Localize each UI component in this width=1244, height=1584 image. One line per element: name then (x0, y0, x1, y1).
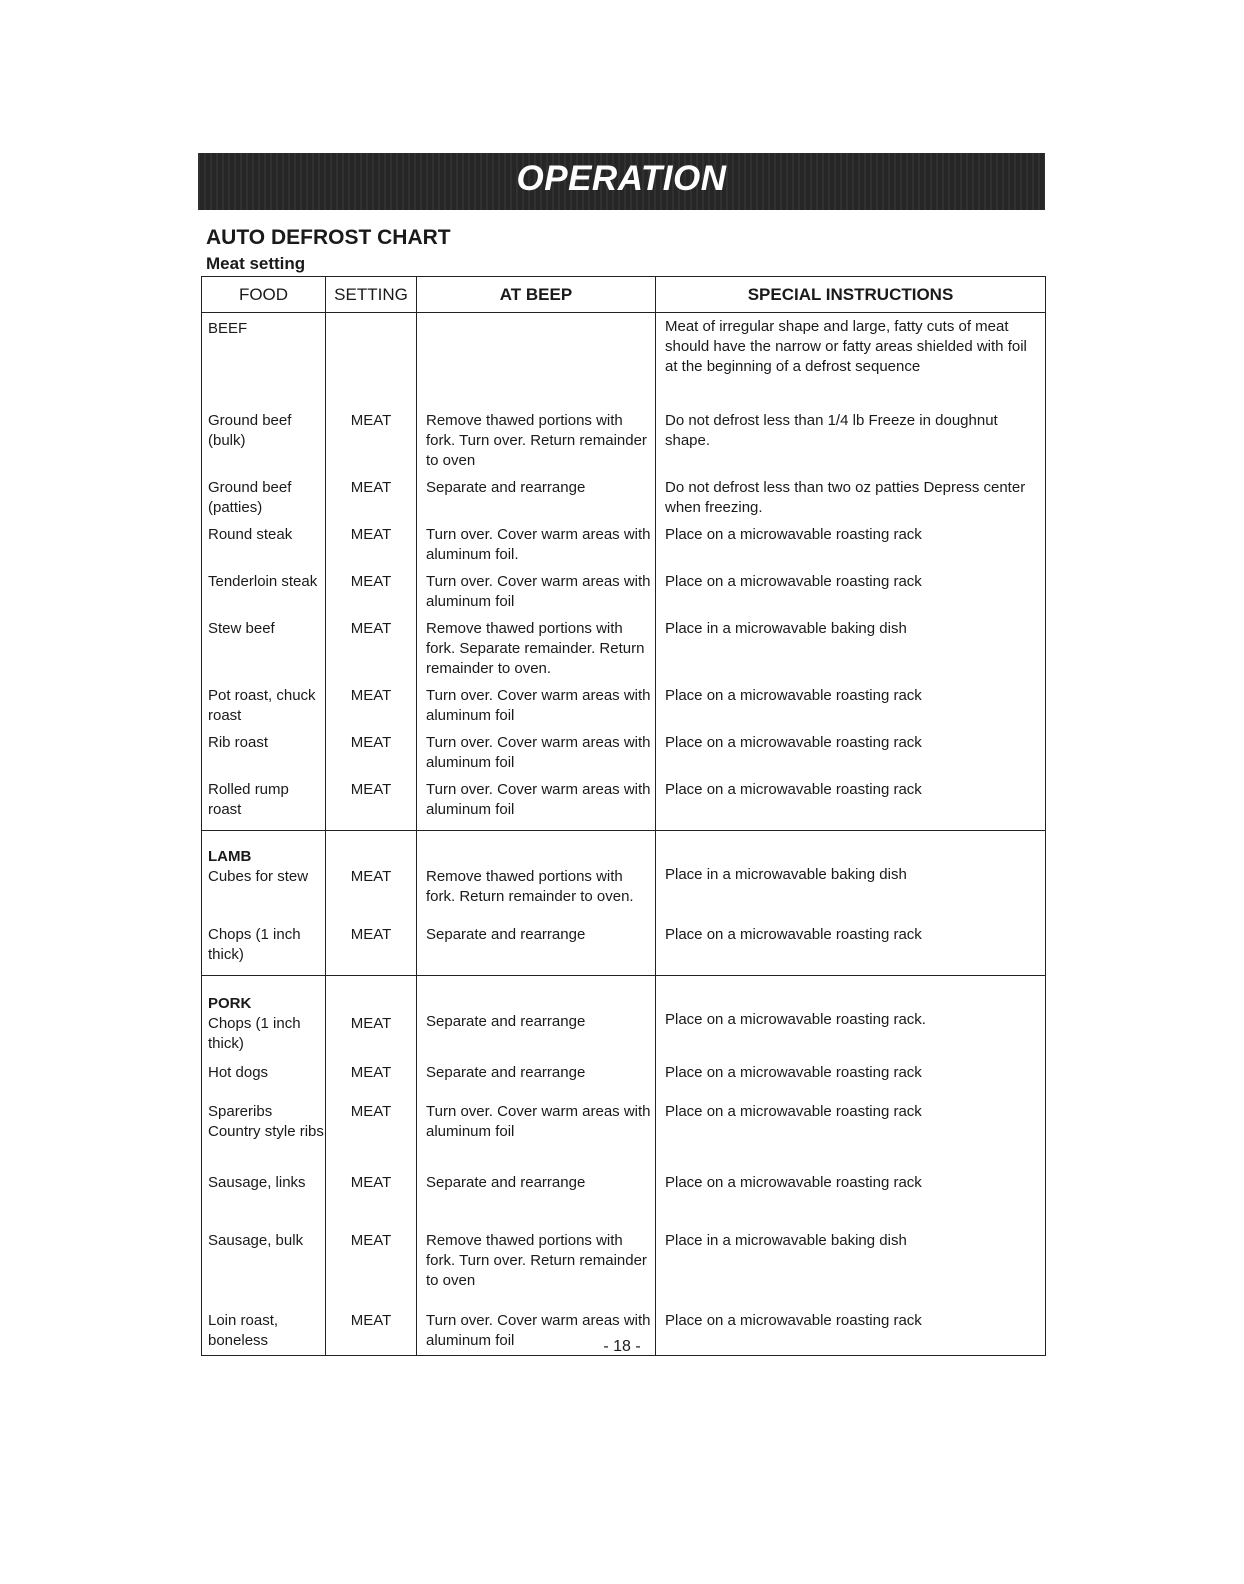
at-beep-cell: Separate and rearrange (417, 1063, 656, 1102)
table-row (202, 1173, 1045, 1231)
setting-cell: MEAT (326, 733, 417, 780)
beef-section (202, 313, 1045, 830)
special-cell: Place on a microwavable roasting rack (665, 687, 922, 704)
setting-cell: MEAT (326, 1231, 417, 1311)
setting-cell: MEAT (326, 976, 417, 1063)
table-row (202, 686, 1045, 733)
special-cell: Place on a microwavable roasting rack (665, 926, 922, 943)
header-at-beep: AT BEEP (417, 277, 656, 312)
setting-cell: MEAT (326, 1102, 417, 1173)
setting-cell: MEAT (326, 525, 417, 572)
food-cell: Sausage, bulk (202, 1231, 326, 1311)
special-cell: Do not defrost less than two oz patties Depress center when freezing. (665, 479, 1026, 516)
at-beep-cell: Turn over. Cover warm areas with aluminum foil (417, 733, 656, 780)
at-beep-cell: Separate and rearrange (417, 1173, 656, 1231)
header-food: FOOD (202, 277, 326, 312)
table-row (202, 313, 1045, 411)
table-row (202, 1063, 1045, 1102)
setting-cell: MEAT (326, 411, 417, 478)
special-cell: Place on a microwavable roasting rack (665, 526, 922, 543)
food-cell: Pot roast, chuck roast (202, 686, 326, 733)
special-cell: Do not defrost less than 1/4 lb Freeze in doughnut shape. (665, 412, 998, 449)
table-row (202, 925, 1045, 975)
at-beep-cell: Turn over. Cover warm areas with aluminum foil (417, 1311, 656, 1355)
food-cell: Chops (1 inch thick) (202, 925, 326, 975)
table-row (202, 1102, 1045, 1173)
lamb-section (202, 830, 1045, 975)
special-cell: Place on a microwavable roasting rack (665, 573, 922, 590)
setting-cell: MEAT (326, 1173, 417, 1231)
setting-cell: MEAT (326, 831, 417, 925)
table-header (202, 277, 1045, 313)
setting-cell: MEAT (326, 1063, 417, 1102)
setting-cell: MEAT (326, 925, 417, 975)
category-label: PORK (208, 995, 252, 1012)
at-beep-cell: Turn over. Cover warm areas with aluminum foil. (417, 525, 656, 572)
setting-cell: MEAT (326, 478, 417, 525)
special-cell: Place in a microwavable baking dish (665, 1232, 907, 1249)
special-cell: Place on a microwavable roasting rack (665, 734, 922, 751)
food-cell: Ground beef (patties) (202, 478, 326, 525)
special-cell: Place on a microwavable roasting rack. (665, 1011, 926, 1028)
setting-cell: MEAT (326, 619, 417, 686)
at-beep-cell: Remove thawed portions with fork. Turn over. Return remainder to oven (417, 1231, 656, 1311)
page-number: - 18 - (603, 1338, 641, 1355)
defrost-table (201, 276, 1046, 1356)
table-row (202, 976, 1045, 1063)
food-cell: Loin roast, boneless (202, 1311, 326, 1355)
table-row (202, 411, 1045, 478)
beef-intro: Meat of irregular shape and large, fatty cuts of meat should have the narrow or fatty areas shielded with foil at the beginning of a defrost sequence (665, 318, 1027, 375)
food-cell: Cubes for stew (208, 868, 309, 885)
banner-title: OPERATION (516, 159, 727, 198)
chart-title: AUTO DEFROST CHART (206, 226, 451, 249)
special-cell: Place in a microwavable baking dish (665, 620, 907, 637)
food-cell: Rib roast (202, 733, 326, 780)
category-label: BEEF (208, 320, 248, 337)
setting-cell: MEAT (326, 780, 417, 830)
food-cell: Rolled rump roast (202, 780, 326, 830)
food-cell: Round steak (202, 525, 326, 572)
food-cell: Stew beef (202, 619, 326, 686)
at-beep-cell: Remove thawed portions with fork. Separate remainder. Return remainder to oven. (417, 619, 656, 686)
special-cell: Place on a microwavable roasting rack (665, 1103, 922, 1120)
pork-section (202, 975, 1045, 1355)
food-cell: Ground beef (bulk) (202, 411, 326, 478)
at-beep-cell: Remove thawed portions with fork. Return remainder to oven. (417, 831, 656, 925)
category-label: LAMB (208, 848, 252, 865)
table-row (202, 1231, 1045, 1311)
at-beep-cell: Turn over. Cover warm areas with aluminum foil (417, 780, 656, 830)
chart-subtitle: Meat setting (206, 254, 306, 273)
at-beep-cell: Separate and rearrange (417, 976, 656, 1063)
setting-cell: MEAT (326, 1311, 417, 1355)
special-cell: Place on a microwavable roasting rack (665, 781, 922, 798)
header-setting: SETTING (326, 277, 417, 312)
special-cell: Place on a microwavable roasting rack (665, 1174, 922, 1191)
table-row (202, 831, 1045, 925)
food-cell: Tenderloin steak (202, 572, 326, 619)
table-row (202, 733, 1045, 780)
food-cell: Sausage, links (202, 1173, 326, 1231)
special-cell: Place in a microwavable baking dish (665, 866, 907, 883)
food-cell: Spareribs Country style ribs (202, 1102, 326, 1173)
table-row (202, 619, 1045, 686)
special-cell: Place on a microwavable roasting rack (665, 1312, 922, 1329)
at-beep-cell: Separate and rearrange (417, 478, 656, 525)
at-beep-cell: Turn over. Cover warm areas with aluminum foil (417, 686, 656, 733)
at-beep-cell: Separate and rearrange (417, 925, 656, 975)
table-row (202, 780, 1045, 830)
table-row (202, 572, 1045, 619)
food-cell: Chops (1 inch thick) (208, 1015, 301, 1052)
food-cell: Hot dogs (202, 1063, 326, 1102)
at-beep-cell: Turn over. Cover warm areas with aluminum foil (417, 1102, 656, 1173)
special-cell: Place on a microwavable roasting rack (665, 1064, 922, 1081)
at-beep-cell: Remove thawed portions with fork. Turn over. Return remainder to oven (417, 411, 656, 478)
table-row (202, 478, 1045, 525)
header-special-instructions: SPECIAL INSTRUCTIONS (747, 284, 954, 304)
setting-cell: MEAT (326, 686, 417, 733)
setting-cell: MEAT (326, 572, 417, 619)
section-banner (198, 153, 1045, 210)
at-beep-cell: Turn over. Cover warm areas with aluminum foil (417, 572, 656, 619)
table-row (202, 525, 1045, 572)
